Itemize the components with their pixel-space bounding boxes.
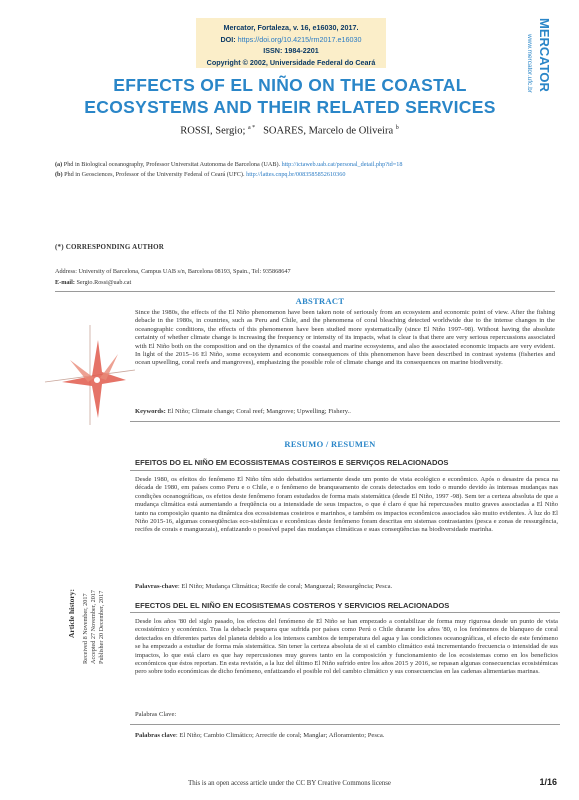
history-label: Article history:	[67, 589, 76, 638]
pt-keywords-value: : El Niño; Mudança Climática; Recife de coral; Manguezal; Ressurgência; Pesca.	[177, 583, 393, 590]
article-history-rotated	[62, 568, 114, 668]
affiliation-b	[55, 170, 555, 180]
doi-line	[196, 34, 386, 46]
pt-title: EFEITOS DO EL NIÑO EM ECOSSISTEMAS COSTEIROS E SERVIÇOS RELACIONADOS	[135, 458, 449, 467]
abstract-keywords	[135, 408, 555, 415]
divider-es-kw	[130, 724, 560, 725]
authors	[0, 125, 579, 137]
corresponding-info	[55, 266, 515, 288]
doi-link[interactable]: https://doi.org/10.4215/rm2017.e16030	[237, 34, 362, 44]
divider-pt	[130, 470, 560, 471]
corresponding-author-label: (*) CORRESPONDING AUTHOR	[55, 243, 165, 251]
abstract-heading: ABSTRACT	[295, 296, 345, 306]
author-1-sup: a *	[248, 125, 256, 131]
copyright: Copyright © 2002, Universidade Federal do Ceará	[206, 57, 376, 67]
journal-header-box	[196, 18, 386, 68]
affil-a-label: (a)	[55, 161, 63, 168]
es-extra-label: Palabras Clave:	[135, 711, 177, 718]
keywords-label: Keywords:	[135, 408, 166, 415]
page-number: 1/16	[539, 777, 557, 787]
divider-mid	[130, 421, 560, 422]
title-line-2: ECOSYSTEMS AND THEIR RELATED SERVICES	[84, 97, 496, 117]
affiliations	[55, 160, 555, 180]
license-footer: This is an open access article under the CC BY Creative Commons license	[188, 780, 391, 787]
author-1: ROSSI, Sergio;	[180, 125, 246, 137]
logo-url: www.mercator.ufc.br	[526, 34, 533, 93]
email-line	[55, 277, 515, 288]
history-received: Received 8 November, 2017	[82, 593, 89, 664]
email-value[interactable]: Sergio.Rossi@uab.cat	[76, 279, 132, 286]
email-label: E-mail:	[55, 279, 75, 286]
star-icon	[40, 320, 140, 430]
history-published: Publisher 20 December, 2017	[98, 590, 105, 664]
issn: ISSN: 1984-2201	[263, 46, 319, 56]
es-keywords-label: Palabras clave	[135, 732, 176, 739]
author-2: SOARES, Marcelo de Oliveira	[263, 125, 394, 137]
affil-b-link[interactable]: http://lattes.cnpq.br/0083585852610360	[246, 171, 346, 178]
pt-keywords	[135, 583, 555, 590]
es-keywords-value: : El Niño; Cambio Climático; Arrecife de coral; Manglar; Afloramiento; Pesca.	[175, 732, 385, 739]
affil-a-link[interactable]: http://ictaweb.uab.cat/personal_detail.php?id=18	[281, 161, 403, 168]
doi-label: DOI:	[220, 34, 236, 44]
history-accepted: Accepted 27 November, 2017	[90, 590, 97, 664]
es-keywords	[135, 732, 555, 739]
resumo-heading: RESUMO / RESUMEN	[284, 439, 376, 449]
compass-star-illustration	[40, 320, 140, 430]
affil-a-text: Phd in Biological oceanography, Professor Universitat Autonoma de Barcelona (UAB).	[63, 161, 281, 168]
journal-line: Mercator, Fortaleza, v. 16, e16030, 2017.	[223, 23, 359, 32]
abstract-text: Since the 1980s, the effects of the El Niño phenomenon have been taken note of seriously from an ecosystem and economic point of view. After the fishing debacle in the 1980s, in countries, such as Peru and Chile, and the phenomena of coral bleaching detected worldwide due to the intense changes in the oceanographic conditions, the effects of this phenomenon have been studied more systematically (since El Niño 1997–98). Without having the absolute certainty of whether climate change is increasing the frequency or intensity of its impacts, what is clear is that there are very serious repercussions associated with El Niño both on the composition and on the dynamics of the coastal and marine ecosystems, and also the associated economic impacts are very evident. In light of the 2015–16 El Niño, some ecosystem and economic consequences of this phenomenon have been described in contrast systems (fisheries and ocean upwelling, coral reefs and mangroves), emphasizing the possible role of climate change and its consequences on marine biodiversity.	[135, 309, 555, 367]
keywords-value: El Niño; Climate change; Coral reef; Mangrove; Upwelling; Fishery..	[167, 408, 351, 415]
pt-keywords-label: Palavras-chave	[135, 583, 178, 590]
es-title: EFECTOS DEL EL NIÑO EN ECOSISTEMAS COSTEROS Y SERVICIOS RELACIONADOS	[135, 601, 450, 610]
pt-text: Desde 1980, os efeitos do fenômeno El Niño têm sido debatidos seriamente desde um ponto de vista ecológico e econômico. Após o desastre da pesca na década de 1980, em países como Peru e o Chile, e o fenômeno de branqueamento de corais detectados em todo o mundo devido às intensas mudanças nas condições oceanográficas, os efeitos deste fenômeno foram estudados de forma mais sistemática (desde El Niño, 1997 -98). Sem ter a certeza absoluta de que a mudança climática está aumentando a freqüência ou a intensidade de seus impactos, o que é claro é que há repercussões muito graves associadas a El Niño tanto na composição quanto na dinâmica dos ecossistemas costeiros e marinhos, e também os impactos econômicos associados são muito evidentes. À luz do El Niño 2015-16, algumas conseqüências eco-sistêmicas e econômicas deste fenômeno foram descritas em sistemas contrastantes (pesca e zonas de ressurgência, recifes de corais e manguezais), enfatizando o possível papel das mudanças climáticas e suas conseqüências na biodiversidade marinha.	[135, 476, 558, 534]
divider-top	[55, 291, 555, 292]
es-text: Desde los años '80 del siglo pasado, los efectos del fenómeno de El Niño se han empezado a contabilizar de forma muy rigurosa desde un punto de vista ecosistémico y económico. Tras la debacle pesquera que sufrida por países como Perú o Chile durante los años '80, o los fenómenos de blanqueo de coral detectados en diferentes partes del planeta debido a los intensos cambios de temperatura del agua y las condiciones oceanográficas, el efecto de este fenómeno se ha empezado a estudiar de forma más sistemática. Sin tener la certeza absoluta de si el cambio climático está incrementando frecuencia o intensidad de sus impactos, lo que está claro es que hay repercusiones muy graves tanto en la composición y funcionamiento de los ecosistemas como en los beneficios económicos que éstos reportan. En esta revisión, a la luz del último El Niño sufrido entre los años 2015 y 2016, se repasan algunas consecuencias ecosistémicas pero sobre todo económicas de dicho fenómeno, enfatizando el posible rol del cambio climático y sus consecuencias en las cadenas alimentarias marinas.	[135, 618, 558, 676]
article-title	[40, 74, 540, 118]
affil-b-text: Phd in Geosciences, Professor of the University Federal of Ceará (UFC).	[64, 171, 245, 178]
affil-b-label: (b)	[55, 171, 63, 178]
author-2-sup: b	[395, 125, 399, 131]
affiliation-a	[55, 160, 555, 170]
address: Address: University of Barcelona, Campus UAB s/n, Barcelona 08193, Spain., Tel: 935868647	[55, 268, 291, 275]
logo-name: MERCATOR	[537, 18, 552, 92]
divider-es	[130, 612, 560, 613]
article-history	[62, 568, 114, 668]
title-line-1: EFFECTS OF EL NIÑO ON THE COASTAL	[113, 75, 467, 95]
